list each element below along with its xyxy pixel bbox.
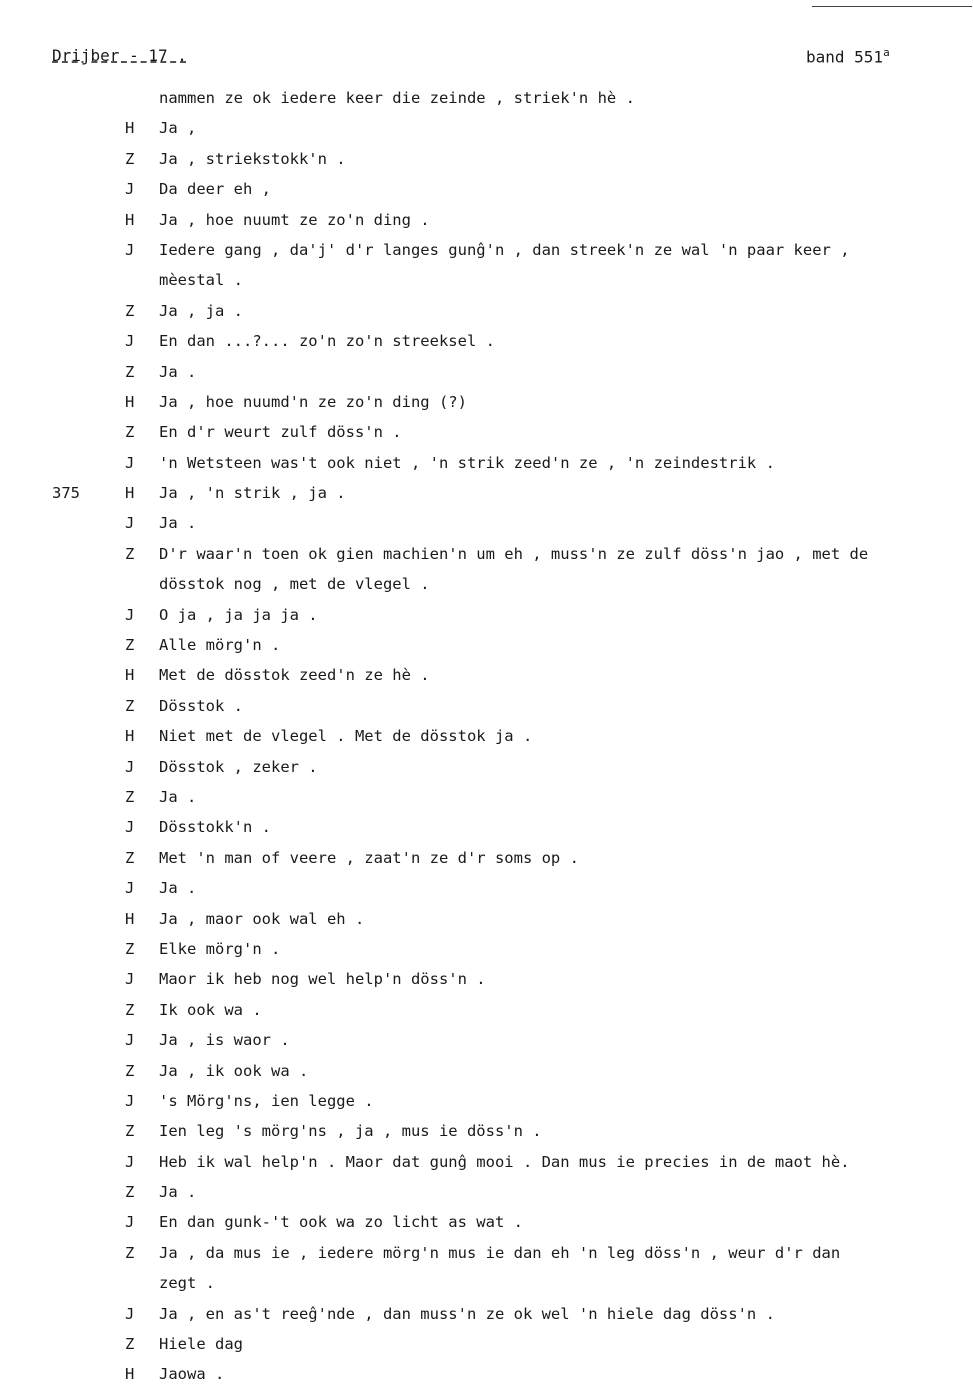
utterance-text: Ja . — [159, 362, 197, 381]
utterance-text: En dan ...?... zo'n zo'n streeksel . — [159, 332, 495, 351]
speaker-label: J — [125, 1304, 135, 1323]
utterance-text: Ja , maor ook wal eh . — [159, 909, 365, 928]
band-suffix: a — [883, 46, 890, 59]
utterance-text: Jaowa . — [159, 1365, 225, 1384]
transcript-line — [0, 1091, 973, 1121]
transcript-line — [0, 1061, 973, 1091]
speaker-label: Z — [125, 696, 135, 715]
speaker-label: Z — [125, 544, 135, 563]
speaker-label: H — [125, 119, 135, 138]
speaker-label: J — [125, 1031, 135, 1050]
transcript-line — [0, 240, 973, 270]
speaker-label: J — [125, 605, 135, 624]
speaker-label: Z — [125, 1061, 135, 1080]
utterance-text: Ja . — [159, 514, 197, 533]
transcript-line — [0, 696, 973, 726]
utterance-text: Ja , is waor . — [159, 1031, 290, 1050]
utterance-text: Ja , ja . — [159, 301, 243, 320]
speaker-label: Z — [125, 636, 135, 655]
transcript-line — [0, 453, 973, 483]
transcript-line — [0, 1030, 973, 1060]
transcript-line — [0, 422, 973, 452]
transcript-line — [0, 787, 973, 817]
utterance-text: Met 'n man of veere , zaat'n ze d'r soms op . — [159, 848, 579, 867]
speaker-label: J — [125, 1152, 135, 1171]
page-header-title: Drijber - 17 . — [52, 46, 187, 65]
utterance-text: Dösstok . — [159, 696, 243, 715]
transcript-line — [0, 179, 973, 209]
transcript-line — [0, 210, 973, 240]
transcript-line — [0, 270, 973, 300]
speaker-label: J — [125, 514, 135, 533]
transcript-line — [0, 848, 973, 878]
speaker-label: H — [125, 392, 135, 411]
transcript-line — [0, 149, 973, 179]
utterance-text: Dösstok , zeker . — [159, 757, 318, 776]
utterance-text: Niet met de vlegel . Met de dösstok ja . — [159, 727, 533, 746]
transcript-line — [0, 1304, 973, 1334]
speaker-label: H — [125, 666, 135, 685]
utterance-text: Elke mörg'n . — [159, 939, 281, 958]
utterance-text: O ja , ja ja ja . — [159, 605, 318, 624]
transcript-line — [0, 1212, 973, 1242]
utterance-text: Heb ik wal help'n . Maor dat gunĝ mooi . Dan mus ie precies in de maot hè. — [159, 1152, 850, 1171]
utterance-text: Ja , da mus ie , iedere mörg'n mus ie dan eh 'n leg döss'n , weur d'r dan — [159, 1243, 841, 1262]
utterance-text: mèestal . — [159, 271, 243, 290]
speaker-label: J — [125, 453, 135, 472]
speaker-label: H — [125, 909, 135, 928]
speaker-label: J — [125, 757, 135, 776]
utterance-text: Maor ik heb nog wel help'n döss'n . — [159, 970, 486, 989]
transcript-line — [0, 757, 973, 787]
speaker-label: Z — [125, 939, 135, 958]
speaker-label: Z — [125, 1183, 135, 1202]
band-number: band 551 — [806, 47, 884, 67]
speaker-label: Z — [125, 301, 135, 320]
transcript-line — [0, 635, 973, 665]
transcript-line — [0, 605, 973, 635]
utterance-text: Ien leg 's mörg'ns , ja , mus ie döss'n . — [159, 1122, 542, 1141]
utterance-text: Ja , en as't reeĝ'nde , dan muss'n ze ok wel 'n hiele dag döss'n . — [159, 1304, 775, 1323]
transcript-line — [0, 1273, 973, 1303]
speaker-label: H — [125, 210, 135, 229]
utterance-text: Dösstokk'n . — [159, 818, 271, 837]
transcript-line — [0, 1243, 973, 1273]
transcript-line — [0, 665, 973, 695]
line-number: 375 — [52, 484, 80, 503]
utterance-text: Ja , 'n strik , ja . — [159, 484, 346, 503]
speaker-label: Z — [125, 149, 135, 168]
transcript-line — [0, 483, 973, 513]
transcript-line — [0, 969, 973, 999]
transcript-line — [0, 1364, 973, 1394]
utterance-text: En d'r weurt zulf döss'n . — [159, 423, 402, 442]
transcript-line — [0, 331, 973, 361]
utterance-text: Ja . — [159, 879, 197, 898]
speaker-label: H — [125, 727, 135, 746]
transcript-line — [0, 1000, 973, 1030]
utterance-text: D'r waar'n toen ok gien machien'n um eh , muss'n ze zulf döss'n jao , met de — [159, 544, 869, 563]
transcript-line — [0, 88, 973, 118]
transcript-line — [0, 939, 973, 969]
speaker-label: J — [125, 879, 135, 898]
top-rule — [812, 6, 972, 7]
transcript-line — [0, 1121, 973, 1151]
speaker-label: Z — [125, 423, 135, 442]
speaker-label: Z — [125, 1122, 135, 1141]
utterance-text: zegt . — [159, 1274, 215, 1293]
utterance-text: Iedere gang , da'j' d'r langes gunĝ'n , dan streek'n ze wal 'n paar keer , — [159, 240, 850, 259]
utterance-text: Ja . — [159, 787, 197, 806]
transcript-line — [0, 878, 973, 908]
speaker-label: J — [125, 332, 135, 351]
utterance-text: nammen ze ok iedere keer die zeinde , striek'n hè . — [159, 89, 635, 107]
speaker-label: Z — [125, 1335, 135, 1354]
utterance-text: Ja , ik ook wa . — [159, 1061, 309, 1080]
speaker-label: Z — [125, 787, 135, 806]
speaker-label: J — [125, 240, 135, 259]
transcript-line — [0, 1152, 973, 1182]
utterance-text: En dan gunk-'t ook wa zo licht as wat . — [159, 1213, 523, 1232]
speaker-label: Z — [125, 362, 135, 381]
utterance-text: Ja . — [159, 1183, 197, 1202]
transcript-line — [0, 392, 973, 422]
transcript-line — [0, 513, 973, 543]
speaker-label: J — [125, 818, 135, 837]
utterance-text: Da deer eh , — [159, 180, 271, 199]
speaker-label: J — [125, 1091, 135, 1110]
speaker-label: J — [125, 1213, 135, 1232]
utterance-text: 'n Wetsteen was't ook niet , 'n strik zeed'n ze , 'n zeindestrik . — [159, 453, 775, 472]
utterance-text: Ja , striekstokk'n . — [159, 149, 346, 168]
utterance-text: 's Mörg'ns, ien legge . — [159, 1091, 374, 1110]
speaker-label: J — [125, 180, 135, 199]
transcript-line — [0, 909, 973, 939]
transcript-line — [0, 574, 973, 604]
utterance-text: Ja , hoe nuumd'n ze zo'n ding (?) — [159, 392, 467, 411]
transcript-line — [0, 118, 973, 148]
utterance-text: Ja , — [159, 119, 197, 138]
transcript-line — [0, 726, 973, 756]
speaker-label: H — [125, 1365, 135, 1384]
utterance-text: Met de dösstok zeed'n ze hè . — [159, 666, 430, 685]
transcript-line — [0, 362, 973, 392]
transcript-line — [0, 544, 973, 574]
speaker-label: H — [125, 484, 135, 503]
utterance-text: Alle mörg'n . — [159, 636, 281, 655]
speaker-label: Z — [125, 1000, 135, 1019]
utterance-text: dösstok nog , met de vlegel . — [159, 575, 430, 594]
utterance-text: Hiele dag — [159, 1335, 243, 1354]
transcript-line — [0, 301, 973, 331]
speaker-label: Z — [125, 848, 135, 867]
transcript-line — [0, 1334, 973, 1364]
speaker-label: J — [125, 970, 135, 989]
utterance-text: Ja , hoe nuumt ze zo'n ding . — [159, 210, 430, 229]
band-label — [806, 46, 890, 66]
transcript-line — [0, 817, 973, 847]
transcript-line — [0, 1182, 973, 1212]
speaker-label: Z — [125, 1243, 135, 1262]
utterance-text: Ik ook wa . — [159, 1000, 262, 1019]
transcript-lines — [0, 88, 973, 1395]
